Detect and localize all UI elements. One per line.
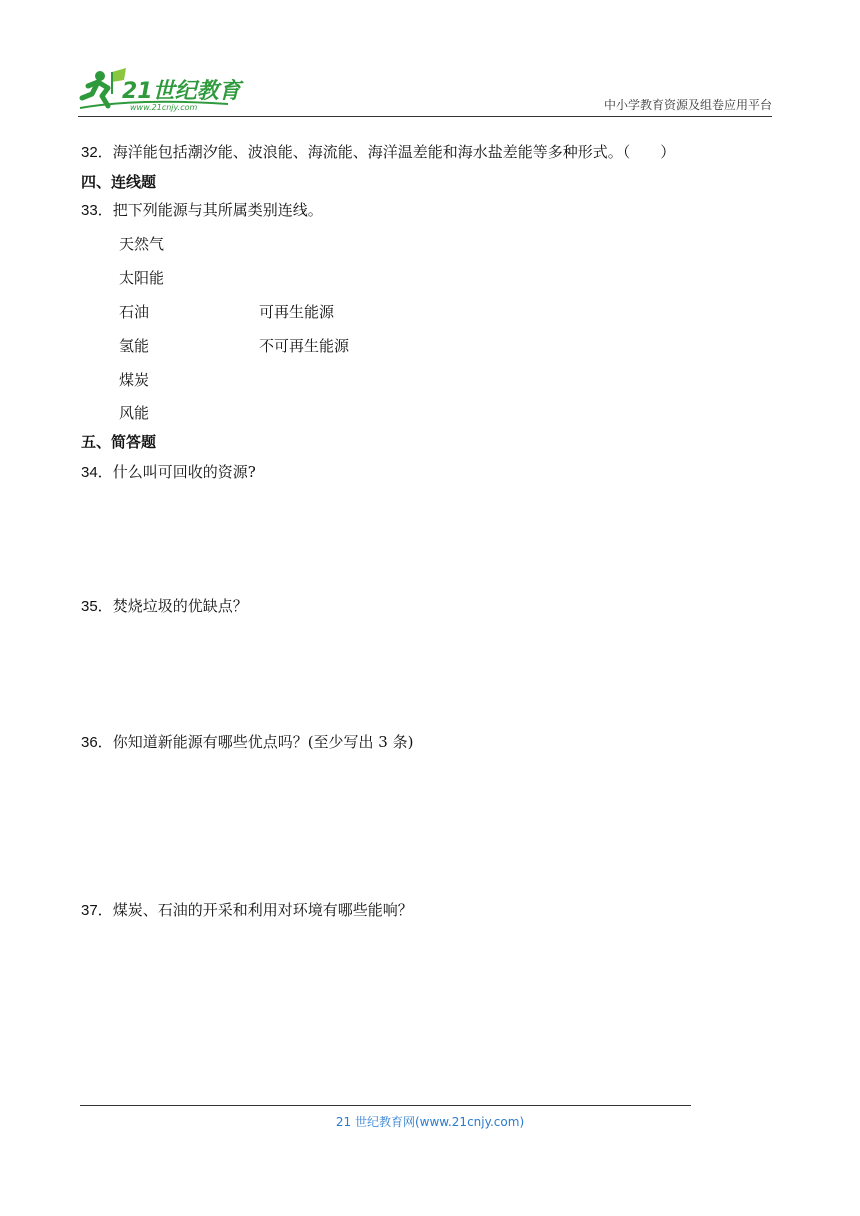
section-heading-matching: 四、连线题 [81, 173, 157, 191]
question-text: 你知道新能源有哪些优点吗？(至少写出 3 条) [112, 733, 414, 751]
logo-graphic [78, 64, 258, 112]
question-text: 焚烧垃圾的优缺点？ [112, 597, 248, 615]
footer-link[interactable]: 21 世纪教育网(www.21cnjy.com) [335, 1115, 525, 1129]
energy-item[interactable]: 石油 [119, 303, 150, 321]
category-item[interactable]: 不可再生能源 [259, 337, 350, 355]
question-text: 煤炭、石油的开采和利用对环境有哪些能响？ [112, 901, 413, 919]
question-text: 什么叫可回收的资源? [112, 463, 256, 481]
energy-item[interactable]: 风能 [119, 404, 150, 422]
energy-item[interactable]: 天然气 [119, 235, 165, 253]
logo-url: www.21cnjy.com [130, 103, 198, 112]
site-logo[interactable] [78, 64, 258, 112]
question-35 [81, 596, 248, 617]
section-heading-short-answer: 五、简答题 [81, 433, 157, 451]
question-37 [81, 900, 413, 921]
question-number: 36． [81, 734, 113, 751]
footer-divider [80, 1105, 691, 1106]
question-number: 32． [81, 144, 113, 161]
energy-item[interactable]: 太阳能 [119, 269, 165, 287]
question-text: 海洋能包括潮汐能、波浪能、海流能、海洋温差能和海水盐差能等多种形式。（ ） [112, 143, 676, 161]
question-32 [81, 142, 675, 163]
energy-item[interactable]: 煤炭 [119, 371, 150, 389]
question-36 [81, 732, 413, 753]
energy-item[interactable]: 氢能 [119, 337, 150, 355]
logo-text: 21世纪教育 [122, 79, 241, 104]
question-number: 34． [81, 464, 113, 481]
question-34 [81, 462, 256, 483]
page-header [78, 62, 772, 117]
question-text: 把下列能源与其所属类别连线。 [112, 201, 323, 219]
question-number: 33． [81, 202, 113, 219]
question-33 [81, 200, 323, 221]
category-item[interactable]: 可再生能源 [259, 303, 335, 321]
question-number: 37． [81, 902, 113, 919]
header-tagline: 中小学教育资源及组卷应用平台 [603, 98, 772, 112]
question-number: 35． [81, 598, 113, 615]
